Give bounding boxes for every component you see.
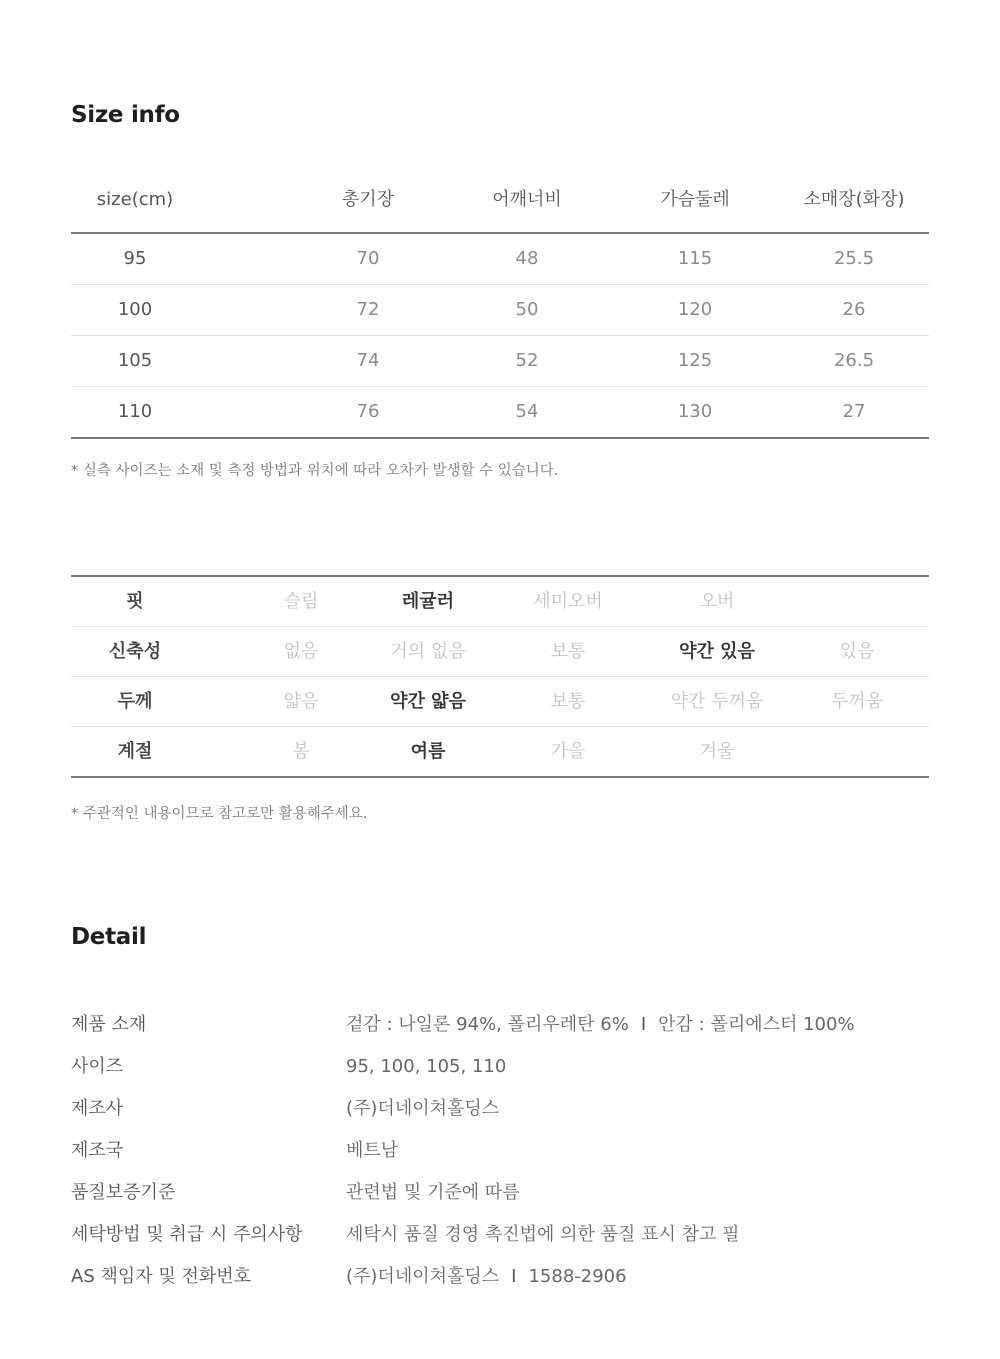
fit-option: 없음 [283, 641, 319, 662]
size-cell: 27 [842, 401, 866, 422]
detail-label: 제품 소재 [71, 1014, 147, 1035]
size-cell: 48 [515, 248, 539, 269]
detail-row-size [71, 1046, 929, 1088]
fit-row-elasticity [71, 627, 929, 677]
size-row [71, 285, 929, 336]
detail-value [346, 1004, 855, 1046]
size-cell: 100 [117, 299, 153, 320]
size-row [71, 336, 929, 387]
fit-option: 레귤러 [401, 591, 455, 612]
size-note: * 실측 사이즈는 소재 및 측정 방법과 위치에 따라 오차가 발생할 수 있습니다. [71, 463, 559, 479]
fit-note: * 주관적인 내용이므로 참고로만 활용해주세요. [71, 806, 368, 822]
size-table [71, 168, 929, 439]
detail-separator: I [511, 1266, 517, 1287]
size-cell: 72 [356, 299, 380, 320]
fit-option: 약간 두꺼움 [670, 691, 764, 712]
size-row [71, 387, 929, 439]
fit-option: 두꺼움 [830, 691, 884, 712]
size-cell: 110 [117, 401, 153, 422]
detail-value: 관련법 및 기준에 따름 [346, 1182, 520, 1203]
fit-option: 봄 [292, 741, 310, 762]
detail-label: 제조국 [71, 1140, 124, 1161]
detail-value [346, 1256, 627, 1298]
fit-option: 있음 [839, 641, 875, 662]
size-cell: 130 [677, 401, 713, 422]
detail-row-country [71, 1130, 929, 1172]
fit-row-label: 핏 [126, 591, 144, 612]
size-cell: 125 [677, 350, 713, 371]
detail-value: 베트남 [346, 1140, 399, 1161]
size-header-sleeve: 소매장(화장) [803, 189, 905, 210]
fit-option: 얇음 [283, 691, 319, 712]
size-cell: 115 [677, 248, 713, 269]
detail-row-quality [71, 1172, 929, 1214]
detail-value-text: 겉감 : 나일론 94%, 폴리우레탄 6% [346, 1014, 629, 1035]
fit-option: 여름 [410, 741, 446, 762]
size-cell: 76 [356, 401, 380, 422]
size-cell: 120 [677, 299, 713, 320]
detail-value-text: (주)더네이쳐홀딩스 [346, 1266, 500, 1287]
size-header-size: size(cm) [96, 189, 174, 210]
fit-row-label: 두께 [117, 691, 153, 712]
detail-label: 사이즈 [71, 1056, 124, 1077]
size-cell: 26.5 [833, 350, 875, 371]
size-header-shoulder: 어깨너비 [492, 189, 562, 210]
fit-option: 보통 [550, 691, 586, 712]
fit-option: 약간 얇음 [390, 691, 466, 712]
size-cell: 50 [515, 299, 539, 320]
fit-option: 겨울 [699, 741, 735, 762]
detail-title: Detail [71, 924, 147, 950]
detail-value: 세탁시 품질 경영 촉진법에 의한 품질 표시 참고 필 [346, 1224, 740, 1245]
detail-label: 제조사 [71, 1098, 124, 1119]
size-cell: 25.5 [833, 248, 875, 269]
size-header-length: 총기장 [341, 189, 395, 210]
detail-value: (주)더네이쳐홀딩스 [346, 1098, 500, 1119]
size-cell: 105 [117, 350, 153, 371]
detail-label: 세탁방법 및 취급 시 주의사항 [71, 1224, 303, 1245]
fit-row-fit [71, 577, 929, 627]
detail-label: 품질보증기준 [71, 1182, 176, 1203]
size-header-chest: 가슴둘레 [660, 189, 730, 210]
detail-value-text-2: 안감 : 폴리에스터 100% [658, 1014, 855, 1035]
detail-value-text-2: 1588-2906 [528, 1266, 627, 1287]
fit-row-label: 계절 [117, 741, 153, 762]
detail-row-material [71, 1004, 929, 1046]
size-cell: 74 [356, 350, 380, 371]
detail-value: 95, 100, 105, 110 [346, 1056, 507, 1077]
detail-list [71, 1004, 929, 1298]
fit-table [71, 575, 929, 778]
detail-row-manufacturer [71, 1088, 929, 1130]
size-table-header [71, 168, 929, 234]
fit-option: 약간 있음 [679, 641, 755, 662]
size-cell: 26 [842, 299, 866, 320]
size-cell: 52 [515, 350, 539, 371]
size-cell: 70 [356, 248, 380, 269]
fit-option: 오버 [699, 591, 735, 612]
detail-row-as [71, 1256, 929, 1298]
detail-label: AS 책임자 및 전화번호 [71, 1266, 252, 1287]
size-cell: 95 [123, 248, 147, 269]
fit-option: 보통 [550, 641, 586, 662]
fit-row-label: 신축성 [108, 641, 162, 662]
fit-option: 가을 [550, 741, 586, 762]
fit-option: 세미오버 [533, 591, 603, 612]
fit-option: 슬림 [283, 591, 319, 612]
detail-row-washing [71, 1214, 929, 1256]
size-info-title: Size info [71, 102, 180, 128]
fit-option: 거의 없음 [390, 641, 466, 662]
detail-separator: I [640, 1014, 647, 1035]
size-cell: 54 [515, 401, 539, 422]
fit-row-season [71, 727, 929, 778]
fit-row-thickness [71, 677, 929, 727]
size-row [71, 234, 929, 285]
